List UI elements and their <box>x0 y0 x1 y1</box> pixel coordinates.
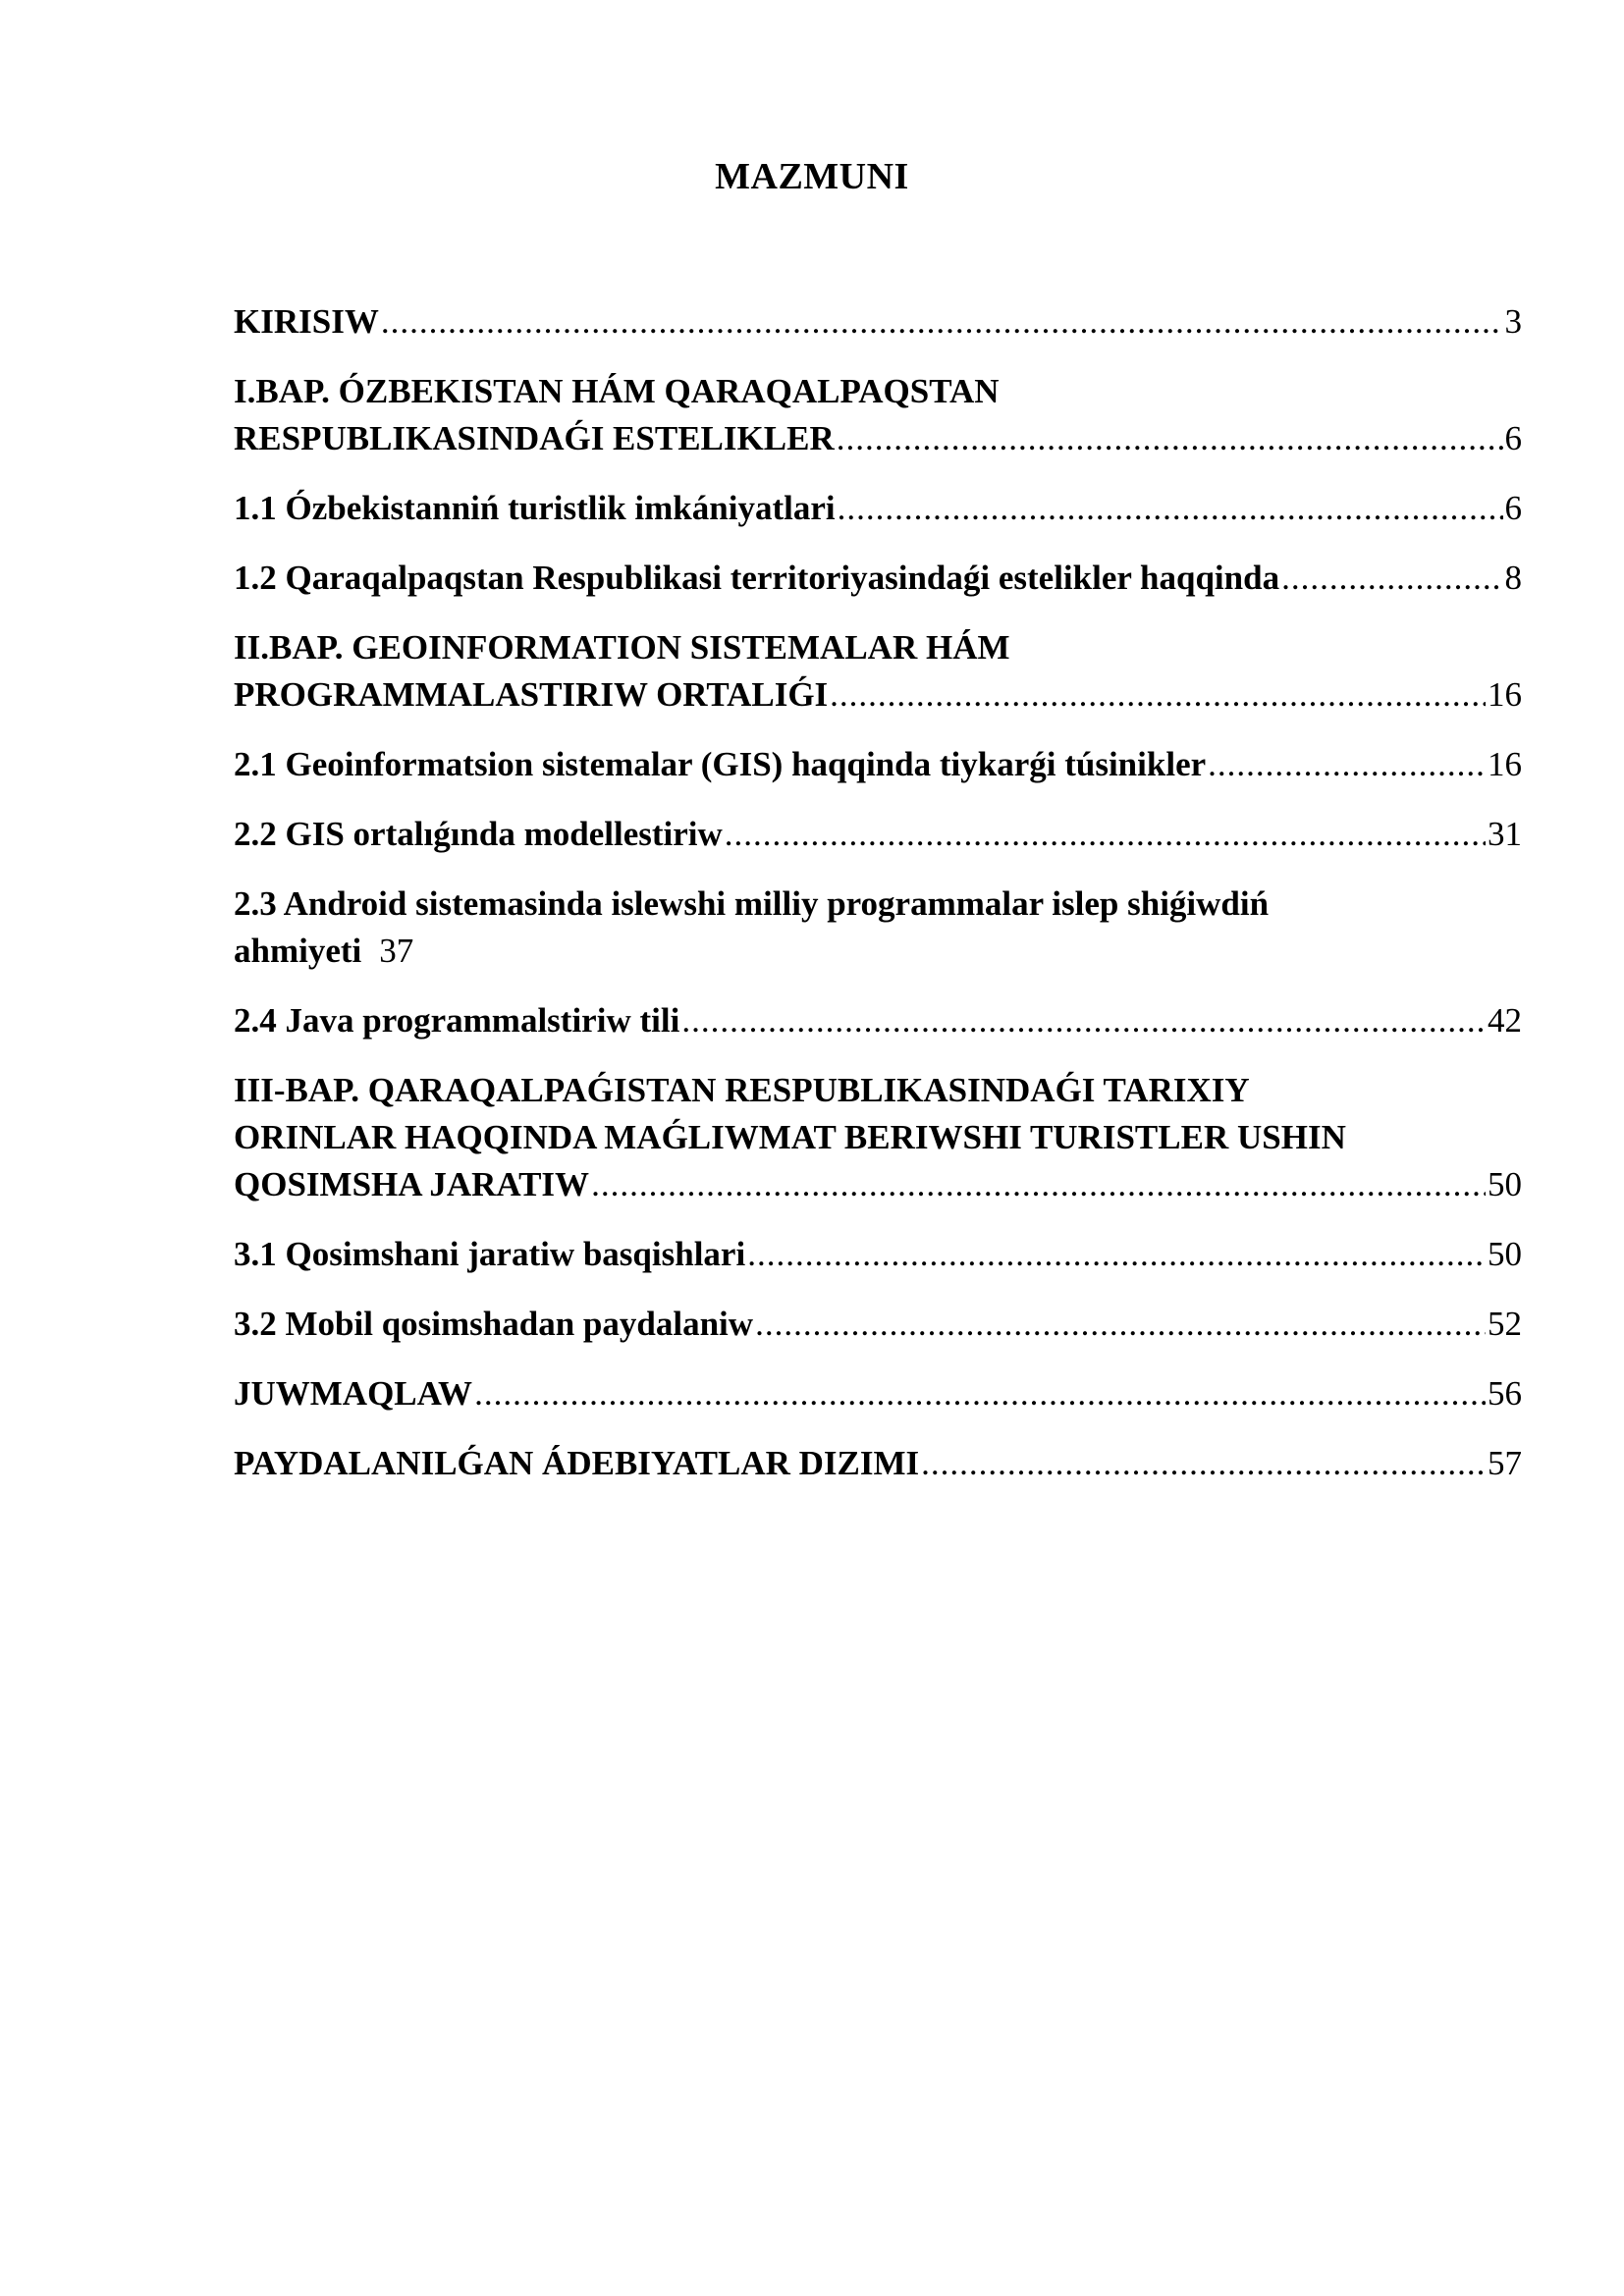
dot-leader <box>837 415 1503 462</box>
toc-entry[interactable] <box>234 1370 1522 1417</box>
toc-entry-title-line: PROGRAMMALASTIRIW ORTALIǴI <box>234 675 829 714</box>
toc-entry-title-line: 2.4 Java programmalstiriw tili <box>234 1001 680 1040</box>
toc-entry[interactable] <box>234 368 1522 462</box>
toc-entry-title-line: QOSIMSHA JARATIW <box>234 1165 590 1203</box>
toc-entry[interactable] <box>234 555 1522 602</box>
toc-page-number: 57 <box>1488 1444 1522 1482</box>
toc-entry-last-line <box>234 671 1522 719</box>
toc-entry-last-line <box>234 298 1522 346</box>
toc-entry-title-line: PAYDALANILǴAN ÁDEBIYATLAR DIZIMI <box>234 1444 920 1482</box>
toc-entry-title-line: RESPUBLIKASINDAǴI ESTELIKLER <box>234 419 835 457</box>
toc-page-number: 8 <box>1504 559 1522 597</box>
toc-entry-title-line: II.BAP. GEOINFORMATION SISTEMALAR HÁM <box>234 628 1010 667</box>
toc-entry[interactable] <box>234 1301 1522 1348</box>
dot-leader <box>755 1301 1486 1348</box>
dot-leader <box>747 1231 1486 1278</box>
toc-entry-last-line <box>234 928 1522 975</box>
toc-entry-last-line <box>234 1370 1522 1417</box>
toc-page-number: 16 <box>1488 675 1522 714</box>
dot-leader <box>838 485 1503 532</box>
toc-entry-title-line: 2.1 Geoinformatsion sistemalar (GIS) haqqinda tiykarǵi túsinikler <box>234 745 1207 783</box>
dot-leader <box>381 298 1503 346</box>
toc-entry-last-line <box>234 555 1522 602</box>
toc-entry[interactable] <box>234 485 1522 532</box>
toc-page-number: 6 <box>1504 419 1522 457</box>
toc-page-number: 56 <box>1488 1374 1522 1413</box>
toc-entry-title-line: ahmiyeti <box>234 932 362 970</box>
dot-leader <box>681 997 1486 1044</box>
dot-leader <box>591 1161 1486 1208</box>
toc-entry[interactable] <box>234 881 1522 975</box>
toc-entry-title-line: 1.1 Ózbekistanniń turistlik imkániyatlari <box>234 489 836 527</box>
toc-entry[interactable] <box>234 1067 1522 1208</box>
toc-entry-last-line <box>234 997 1522 1044</box>
toc-entry[interactable] <box>234 741 1522 788</box>
dot-leader <box>1208 741 1486 788</box>
toc-entry[interactable] <box>234 997 1522 1044</box>
toc-entry-title-line: I.BAP. ÓZBEKISTAN HÁM QARAQALPAQSTAN <box>234 372 1000 410</box>
dot-leader <box>921 1440 1486 1487</box>
toc-entry-title-line: 1.2 Qaraqalpaqstan Respublikasi territoriyasindaǵi estelikler haqqinda <box>234 559 1280 597</box>
page-title: MAZMUNI <box>715 156 909 197</box>
toc-entry-title-line: JUWMAQLAW <box>234 1374 473 1413</box>
toc-entry-last-line <box>234 485 1522 532</box>
toc-page-number: 37 <box>379 932 414 970</box>
toc-entry-title-line: III-BAP. QARAQALPAǴISTAN RESPUBLIKASINDAǴI TARIXIY <box>234 1071 1250 1109</box>
toc-entry[interactable] <box>234 811 1522 858</box>
toc-page-number: 3 <box>1504 302 1522 341</box>
toc-entry[interactable] <box>234 1440 1522 1487</box>
toc-page-number: 50 <box>1488 1235 1522 1273</box>
dot-leader <box>830 671 1486 719</box>
toc-entry-last-line <box>234 1301 1522 1348</box>
toc-page-number: 50 <box>1488 1165 1522 1203</box>
toc-page-number: 42 <box>1488 1001 1522 1040</box>
toc-page-number: 31 <box>1488 815 1522 853</box>
toc-entry-title-line: 2.2 GIS ortalıǵında modellestiriw <box>234 815 723 853</box>
toc-entry-last-line <box>234 811 1522 858</box>
toc-entry-title-line: ORINLAR HAQQINDA MAǴLIWMAT BERIWSHI TURISTLER USHIN <box>234 1118 1346 1156</box>
toc-entry[interactable] <box>234 298 1522 346</box>
toc-entry-last-line <box>234 415 1522 462</box>
toc-entry-last-line <box>234 741 1522 788</box>
toc-entry-title-line: KIRISIW <box>234 302 379 341</box>
toc-entry[interactable] <box>234 1231 1522 1278</box>
toc-page-number: 16 <box>1488 745 1522 783</box>
toc-page-number: 6 <box>1504 489 1522 527</box>
toc-entry-last-line <box>234 1440 1522 1487</box>
toc-page-number: 52 <box>1488 1305 1522 1343</box>
toc-entry[interactable] <box>234 624 1522 719</box>
dot-leader <box>474 1370 1486 1417</box>
toc-entry-title-line: 3.1 Qosimshani jaratiw basqishlari <box>234 1235 746 1273</box>
toc-entry-last-line <box>234 1161 1522 1208</box>
dot-leader <box>725 811 1486 858</box>
toc-entry-title-line: 3.2 Mobil qosimshadan paydalaniw <box>234 1305 754 1343</box>
toc-entry-last-line <box>234 1231 1522 1278</box>
toc-entry-title-line: 2.3 Android sistemasinda islewshi milliy programmalar islep shiǵiwdiń <box>234 884 1270 923</box>
dot-leader <box>1281 555 1502 602</box>
